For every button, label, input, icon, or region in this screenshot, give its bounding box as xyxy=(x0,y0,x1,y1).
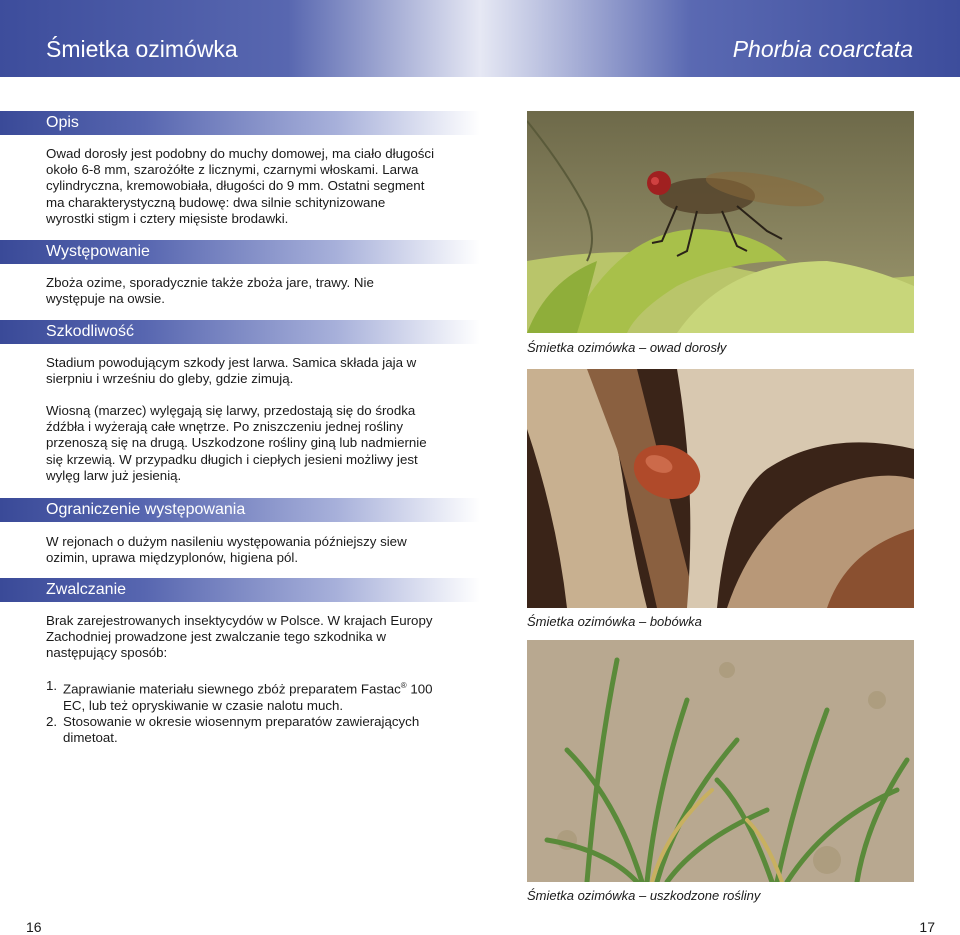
damaged-plants-photo xyxy=(527,640,914,882)
list-item-number: 2. xyxy=(46,713,58,729)
page-number-left: 16 xyxy=(26,919,42,935)
page-title: Śmietka ozimówka xyxy=(46,36,238,62)
section-heading-ograniczenie xyxy=(0,498,480,522)
list-item-text: 100 EC, lub też opryskiwanie w czasie nalotu much. xyxy=(63,681,433,713)
section-heading-label: Występowanie xyxy=(46,243,150,260)
list-item xyxy=(46,714,436,746)
damaged-plants-caption: Śmietka ozimówka – uszkodzone rośliny xyxy=(527,888,761,903)
list-item xyxy=(46,678,436,714)
opis-text: Owad dorosły jest podobny do muchy domowej, ma ciało długości około 6-8 mm, szarożółte z licznymi, czarnymi włoskami. Larwa cylindryczna, kremowobiała, długości do 9 mm. Ostatni segment ma charakterystyczną budowę: dwa silnie schitynizowane wyrostki stigm i cztery mięsiste brodawki. xyxy=(46,146,435,226)
fly-photo xyxy=(527,111,914,333)
wystepowanie-text: Zboża ozime, sporadycznie także zboża jare, trawy. Nie występuje na owsie. xyxy=(46,275,374,307)
list-item-text: Stosowanie w okresie wiosennym preparatów zawierających dimetoat. xyxy=(63,713,420,746)
ograniczenie-text: W rejonach o dużym nasileniu występowania późniejszy siew ozimin, uprawa międzyplonów, higiena pól. xyxy=(46,534,407,566)
section-heading-label: Szkodliwość xyxy=(46,323,135,340)
szkodliwosc-text-1: Stadium powodującym szkody jest larwa. Samica składa jaja w sierpniu i wrześniu do gleby, gdzie zimują. xyxy=(46,355,417,387)
larva-photo xyxy=(527,369,914,608)
page-number-right: 17 xyxy=(919,919,935,935)
szkodliwosc-text-2: Wiosną (marzec) wylęgają się larwy, przedostają się do środka źdźbła i wyżerają całe wnętrze. Po zniszczeniu jednej rośliny przenoszą się na drugą. Uszkodzone rośliny giną lub nadmiernie się krzewią. W przypadku długich i ciepłych jesieni możliwy jest wylęg larw już jesienią. xyxy=(46,403,427,483)
zwalczanie-list xyxy=(46,678,436,746)
larva-photo-caption: Śmietka ozimówka – bobówka xyxy=(527,614,702,629)
registered-mark: ® xyxy=(400,681,407,690)
section-heading-label: Opis xyxy=(46,114,79,131)
fly-photo-caption: Śmietka ozimówka – owad dorosły xyxy=(527,340,727,355)
section-heading-label: Ograniczenie występowania xyxy=(46,501,246,518)
section-heading-wystepowanie xyxy=(0,240,480,264)
section-heading-label: Zwalczanie xyxy=(46,581,127,598)
list-item-number: 1. xyxy=(46,678,58,693)
section-heading-zwalczanie xyxy=(0,578,480,602)
zwalczanie-text: Brak zarejestrowanych insektycydów w Polsce. W krajach Europy Zachodniej prowadzone jest zwalczanie tego szkodnika w następujący sposób: xyxy=(46,613,433,661)
header-banner xyxy=(0,0,960,77)
list-item-text: Zaprawianie materiału siewnego zbóż preparatem Fastac xyxy=(63,681,401,697)
latin-name: Phorbia coarctata xyxy=(732,36,913,62)
section-heading-opis xyxy=(0,111,480,135)
section-heading-szkodliwosc xyxy=(0,320,480,344)
